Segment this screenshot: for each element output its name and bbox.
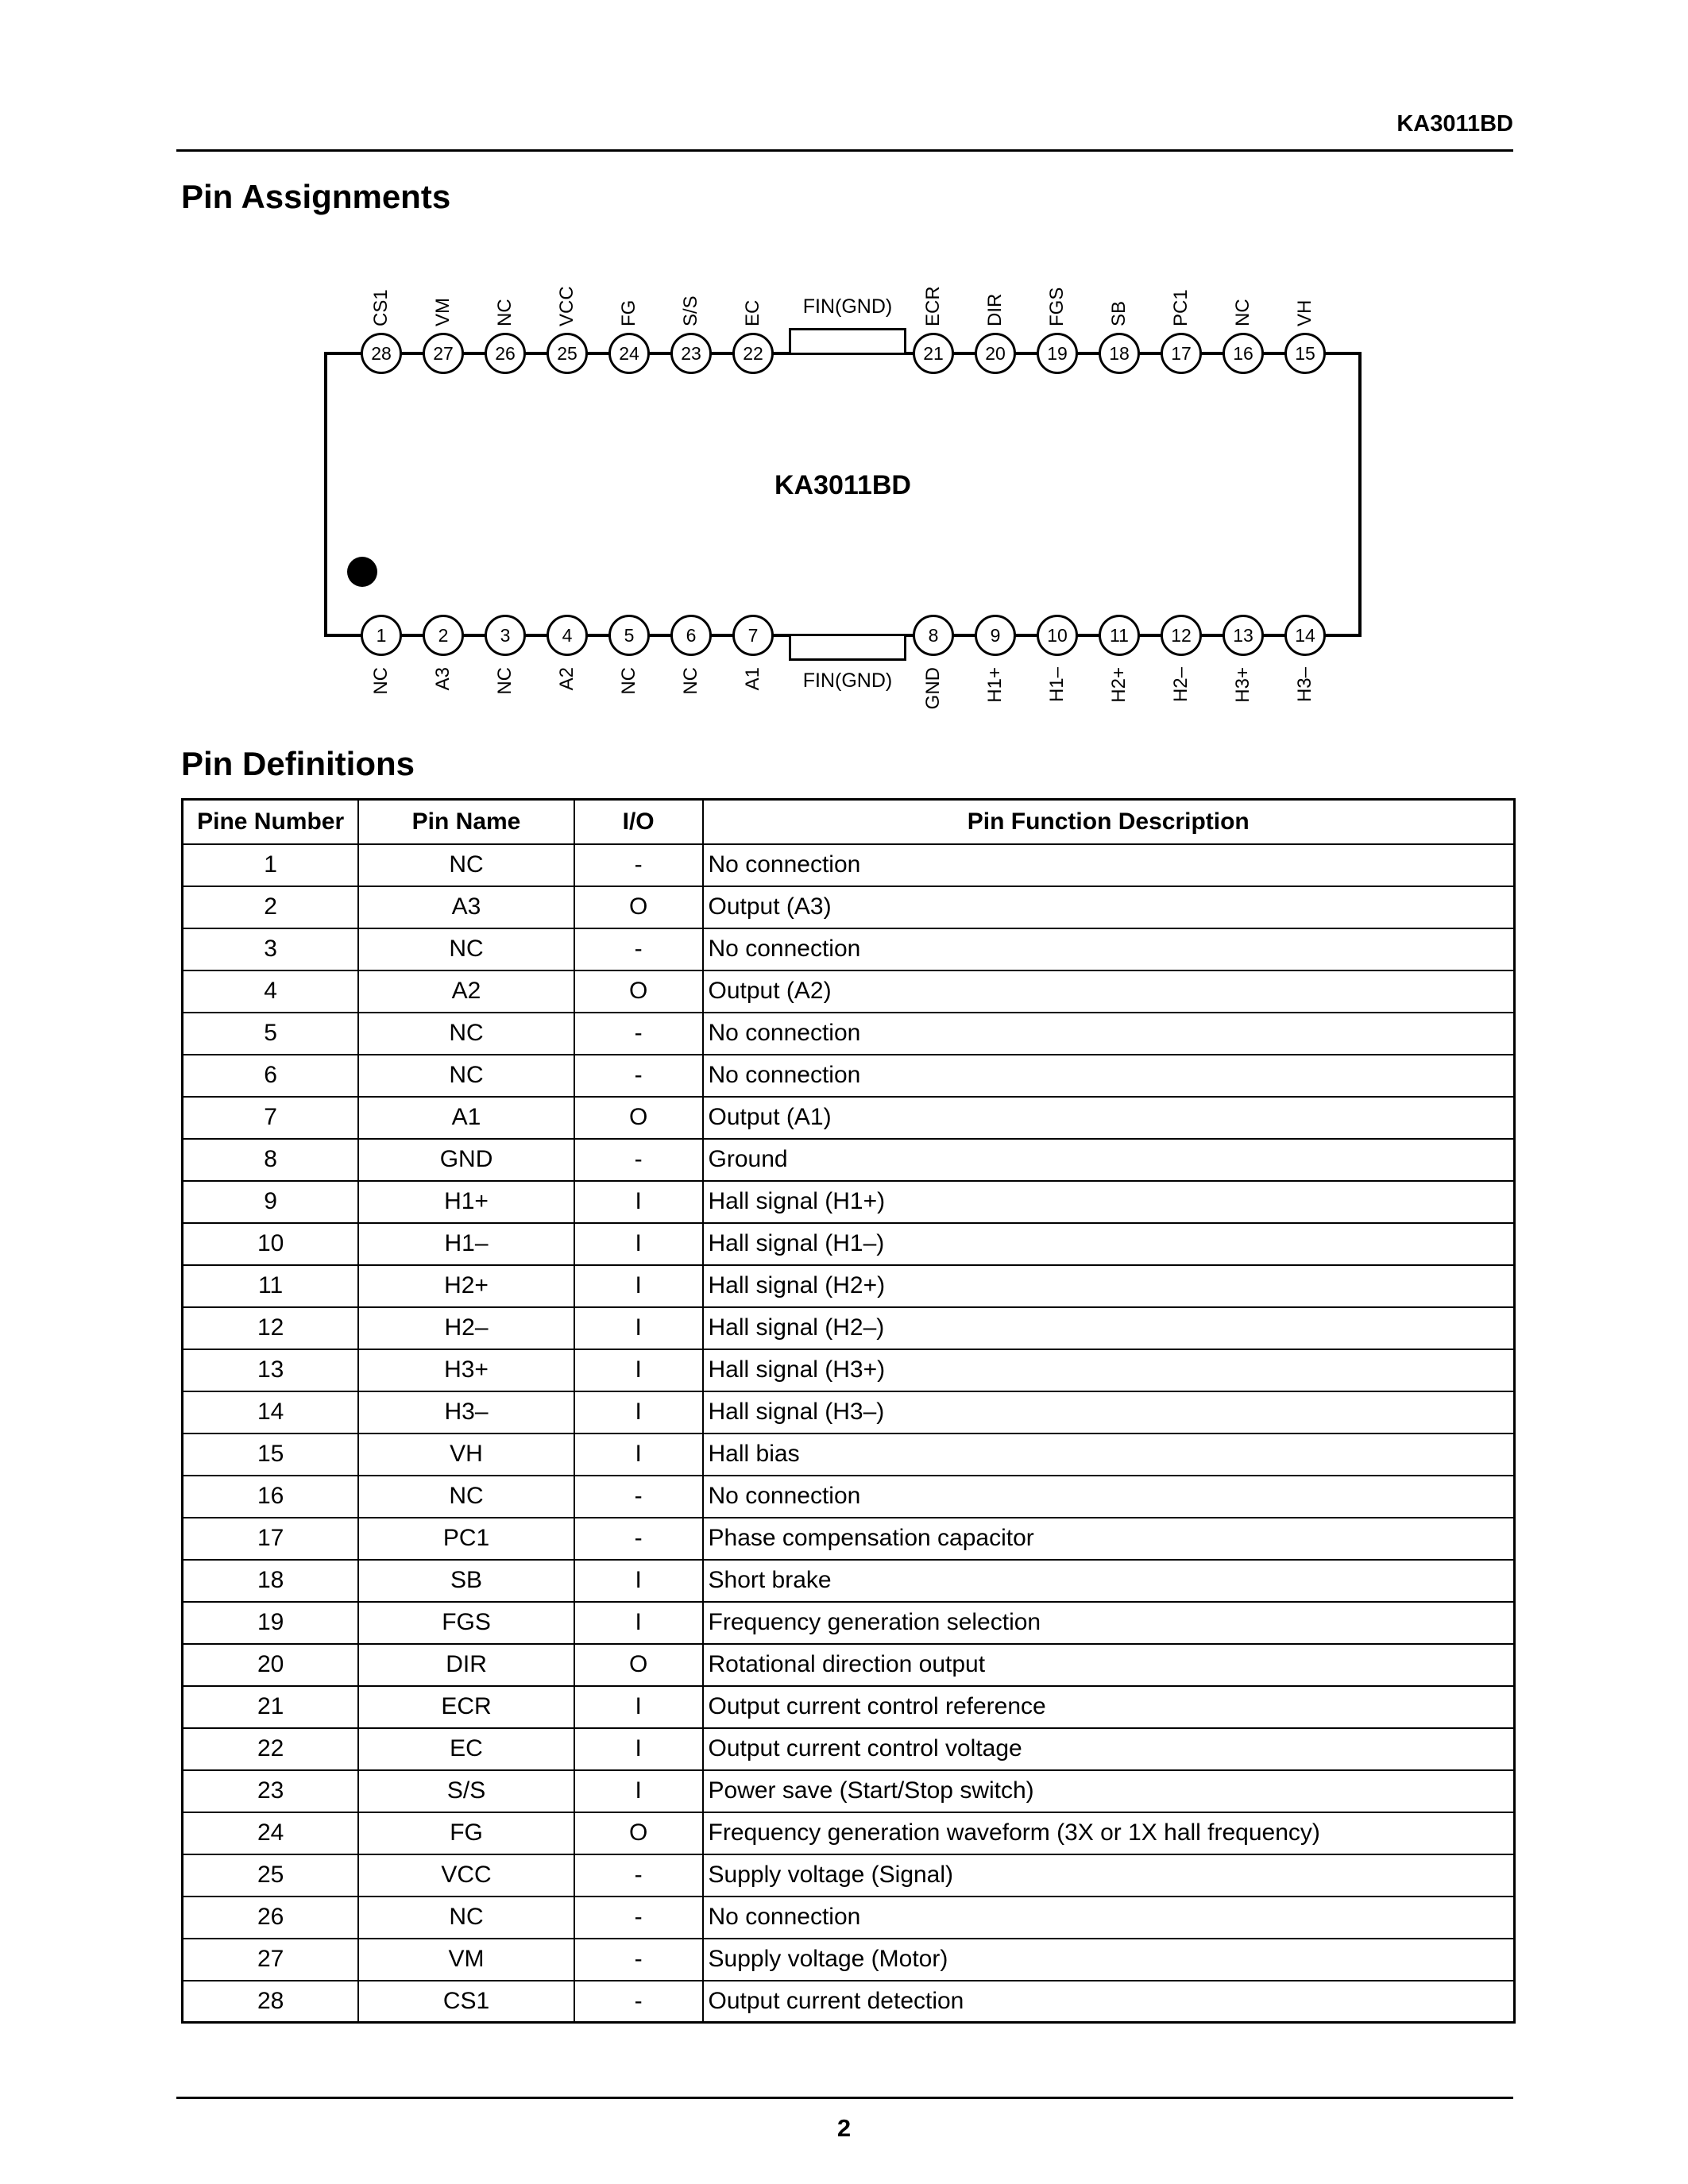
cell-io: - bbox=[574, 1139, 703, 1181]
pin-14: 14 bbox=[1284, 615, 1326, 656]
column-header-io: I/O bbox=[574, 800, 703, 844]
pin-26: 26 bbox=[485, 333, 526, 374]
column-header-description: Pin Function Description bbox=[703, 800, 1515, 844]
footer-rule bbox=[176, 2097, 1513, 2099]
cell-io: - bbox=[574, 1518, 703, 1560]
cell-description: Frequency generation selection bbox=[703, 1602, 1515, 1644]
cell-description: Hall signal (H2+) bbox=[703, 1265, 1515, 1307]
cell-io: I bbox=[574, 1686, 703, 1728]
pin-label-6: NC bbox=[680, 667, 701, 695]
pin-label-24: FG bbox=[618, 299, 639, 326]
pin-3: 3 bbox=[485, 615, 526, 656]
table-row bbox=[183, 928, 1515, 970]
cell-pin-name: NC bbox=[358, 1897, 574, 1939]
pin-15: 15 bbox=[1284, 333, 1326, 374]
cell-pin-number: 25 bbox=[183, 1854, 359, 1897]
pin-4: 4 bbox=[547, 615, 588, 656]
pin-label-5: NC bbox=[618, 667, 639, 695]
pin-6: 6 bbox=[670, 615, 712, 656]
cell-pin-name: DIR bbox=[358, 1644, 574, 1686]
cell-description: Ground bbox=[703, 1139, 1515, 1181]
pin-11: 11 bbox=[1099, 615, 1140, 656]
cell-pin-name: ECR bbox=[358, 1686, 574, 1728]
cell-io: I bbox=[574, 1728, 703, 1770]
pin-5: 5 bbox=[608, 615, 650, 656]
pin-23: 23 bbox=[670, 333, 712, 374]
cell-description: Output current detection bbox=[703, 1981, 1515, 2023]
pin-7: 7 bbox=[732, 615, 774, 656]
cell-io: I bbox=[574, 1307, 703, 1349]
cell-io: I bbox=[574, 1560, 703, 1602]
cell-io: - bbox=[574, 928, 703, 970]
cell-pin-name: H2– bbox=[358, 1307, 574, 1349]
cell-pin-number: 10 bbox=[183, 1223, 359, 1265]
cell-io: - bbox=[574, 1897, 703, 1939]
table-row bbox=[183, 1139, 1515, 1181]
cell-pin-name: VM bbox=[358, 1939, 574, 1981]
cell-io: I bbox=[574, 1265, 703, 1307]
pin-label-19: FGS bbox=[1046, 287, 1068, 326]
cell-description: Power save (Start/Stop switch) bbox=[703, 1770, 1515, 1812]
cell-pin-name: CS1 bbox=[358, 1981, 574, 2023]
pin-1: 1 bbox=[361, 615, 402, 656]
pin-19: 19 bbox=[1037, 333, 1078, 374]
cell-description: Output current control reference bbox=[703, 1686, 1515, 1728]
cell-pin-number: 4 bbox=[183, 970, 359, 1013]
cell-pin-number: 6 bbox=[183, 1055, 359, 1097]
pin-label-4: A2 bbox=[556, 667, 577, 691]
cell-description: No connection bbox=[703, 1897, 1515, 1939]
cell-pin-number: 15 bbox=[183, 1433, 359, 1476]
cell-pin-number: 11 bbox=[183, 1265, 359, 1307]
cell-io: O bbox=[574, 970, 703, 1013]
pin-label-11: H2+ bbox=[1108, 667, 1130, 703]
pin-17: 17 bbox=[1161, 333, 1202, 374]
pin-label-9: H1+ bbox=[984, 667, 1006, 703]
pin-20: 20 bbox=[975, 333, 1016, 374]
table-row bbox=[183, 1854, 1515, 1897]
pin-label-20: DIR bbox=[984, 293, 1006, 326]
cell-pin-name: EC bbox=[358, 1728, 574, 1770]
cell-pin-name: H3+ bbox=[358, 1349, 574, 1391]
table-row bbox=[183, 1897, 1515, 1939]
cell-pin-number: 2 bbox=[183, 886, 359, 928]
pin-label-12: H2– bbox=[1170, 667, 1192, 703]
cell-description: No connection bbox=[703, 844, 1515, 886]
cell-pin-name: A1 bbox=[358, 1097, 574, 1139]
cell-pin-number: 13 bbox=[183, 1349, 359, 1391]
pin-label-7: A1 bbox=[742, 667, 763, 691]
cell-pin-name: NC bbox=[358, 844, 574, 886]
section-title-pin-definitions: Pin Definitions bbox=[181, 745, 415, 782]
pin-label-2: A3 bbox=[432, 667, 454, 691]
cell-pin-number: 1 bbox=[183, 844, 359, 886]
cell-description: Hall signal (H1–) bbox=[703, 1223, 1515, 1265]
fin-gnd-label-bottom: FIN(GND) bbox=[802, 669, 893, 692]
cell-io: I bbox=[574, 1770, 703, 1812]
cell-io: - bbox=[574, 1981, 703, 2023]
cell-io: I bbox=[574, 1181, 703, 1223]
column-header-pin-name: Pin Name bbox=[358, 800, 574, 844]
cell-description: Rotational direction output bbox=[703, 1644, 1515, 1686]
cell-pin-number: 24 bbox=[183, 1812, 359, 1854]
table-row bbox=[183, 1013, 1515, 1055]
cell-pin-name: H2+ bbox=[358, 1265, 574, 1307]
pin-label-1: NC bbox=[370, 667, 392, 695]
cell-description: Output (A1) bbox=[703, 1097, 1515, 1139]
pin-label-16: NC bbox=[1232, 299, 1253, 326]
table-row bbox=[183, 1981, 1515, 2023]
pin-24: 24 bbox=[608, 333, 650, 374]
cell-io: I bbox=[574, 1391, 703, 1433]
pin-label-25: VCC bbox=[556, 286, 577, 326]
table-row bbox=[183, 1349, 1515, 1391]
table-row bbox=[183, 844, 1515, 886]
cell-pin-number: 9 bbox=[183, 1181, 359, 1223]
cell-pin-name: H1+ bbox=[358, 1181, 574, 1223]
cell-description: Output (A2) bbox=[703, 970, 1515, 1013]
pin-8: 8 bbox=[913, 615, 954, 656]
cell-description: Phase compensation capacitor bbox=[703, 1518, 1515, 1560]
cell-description: Output current control voltage bbox=[703, 1728, 1515, 1770]
cell-io: - bbox=[574, 844, 703, 886]
cell-io: I bbox=[574, 1602, 703, 1644]
pin1-indicator-dot bbox=[347, 557, 377, 587]
cell-pin-number: 7 bbox=[183, 1097, 359, 1139]
table-row bbox=[183, 1602, 1515, 1644]
pin-21: 21 bbox=[913, 333, 954, 374]
cell-pin-name: VCC bbox=[358, 1854, 574, 1897]
fin-gnd-label-top: FIN(GND) bbox=[802, 295, 893, 318]
cell-pin-name: NC bbox=[358, 1055, 574, 1097]
cell-pin-name: NC bbox=[358, 928, 574, 970]
pin-assignment-diagram bbox=[0, 0, 1688, 747]
cell-description: Hall signal (H1+) bbox=[703, 1181, 1515, 1223]
table-row bbox=[183, 1686, 1515, 1728]
cell-description: Supply voltage (Motor) bbox=[703, 1939, 1515, 1981]
cell-io: - bbox=[574, 1055, 703, 1097]
pin-label-8: GND bbox=[922, 667, 944, 710]
document-id: KA3011BD bbox=[1396, 111, 1513, 137]
table-row bbox=[183, 1391, 1515, 1433]
table-row bbox=[183, 1097, 1515, 1139]
page-number: 2 bbox=[836, 2114, 852, 2142]
table-row bbox=[183, 1812, 1515, 1854]
cell-io: O bbox=[574, 1097, 703, 1139]
pin-label-13: H3+ bbox=[1232, 667, 1253, 703]
pin-9: 9 bbox=[975, 615, 1016, 656]
cell-description: Frequency generation waveform (3X or 1X hall frequency) bbox=[703, 1812, 1515, 1854]
pin-label-28: CS1 bbox=[370, 289, 392, 326]
pin-25: 25 bbox=[547, 333, 588, 374]
cell-pin-number: 22 bbox=[183, 1728, 359, 1770]
table-header-row bbox=[183, 800, 1515, 844]
table-row bbox=[183, 1476, 1515, 1518]
cell-pin-number: 19 bbox=[183, 1602, 359, 1644]
cell-pin-name: A3 bbox=[358, 886, 574, 928]
pin-2: 2 bbox=[423, 615, 464, 656]
table-row bbox=[183, 1055, 1515, 1097]
cell-pin-number: 3 bbox=[183, 928, 359, 970]
cell-description: Hall signal (H2–) bbox=[703, 1307, 1515, 1349]
pin-label-10: H1– bbox=[1046, 667, 1068, 703]
pin-27: 27 bbox=[423, 333, 464, 374]
table-row bbox=[183, 1518, 1515, 1560]
pin-13: 13 bbox=[1223, 615, 1264, 656]
pin-label-14: H3– bbox=[1294, 667, 1315, 703]
cell-io: O bbox=[574, 886, 703, 928]
table-row bbox=[183, 1560, 1515, 1602]
cell-io: O bbox=[574, 1644, 703, 1686]
cell-pin-name: PC1 bbox=[358, 1518, 574, 1560]
cell-pin-number: 14 bbox=[183, 1391, 359, 1433]
cell-description: Supply voltage (Signal) bbox=[703, 1854, 1515, 1897]
cell-description: No connection bbox=[703, 1013, 1515, 1055]
pin-label-27: VM bbox=[432, 298, 454, 326]
table-row bbox=[183, 1181, 1515, 1223]
cell-pin-name: A2 bbox=[358, 970, 574, 1013]
cell-pin-number: 12 bbox=[183, 1307, 359, 1349]
cell-description: No connection bbox=[703, 1055, 1515, 1097]
cell-pin-name: FGS bbox=[358, 1602, 574, 1644]
cell-io: - bbox=[574, 1854, 703, 1897]
cell-pin-name: NC bbox=[358, 1476, 574, 1518]
cell-io: I bbox=[574, 1223, 703, 1265]
cell-description: No connection bbox=[703, 928, 1515, 970]
table-row bbox=[183, 1770, 1515, 1812]
cell-description: Output (A3) bbox=[703, 886, 1515, 928]
fin-gnd-tab-bottom bbox=[789, 634, 906, 661]
column-header-pin-number: Pine Number bbox=[183, 800, 359, 844]
pin-label-15: VH bbox=[1294, 299, 1315, 326]
table-row bbox=[183, 886, 1515, 928]
pin-label-21: ECR bbox=[922, 286, 944, 326]
table-row bbox=[183, 1728, 1515, 1770]
table-row bbox=[183, 970, 1515, 1013]
cell-pin-number: 8 bbox=[183, 1139, 359, 1181]
pin-label-23: S/S bbox=[680, 295, 701, 326]
cell-pin-name: FG bbox=[358, 1812, 574, 1854]
cell-io: - bbox=[574, 1476, 703, 1518]
cell-pin-number: 16 bbox=[183, 1476, 359, 1518]
cell-pin-number: 20 bbox=[183, 1644, 359, 1686]
pin-label-26: NC bbox=[494, 299, 516, 326]
cell-io: - bbox=[574, 1939, 703, 1981]
cell-io: I bbox=[574, 1349, 703, 1391]
cell-pin-name: VH bbox=[358, 1433, 574, 1476]
table-row bbox=[183, 1265, 1515, 1307]
pin-28: 28 bbox=[361, 333, 402, 374]
cell-pin-name: SB bbox=[358, 1560, 574, 1602]
cell-io: I bbox=[574, 1433, 703, 1476]
section-title-pin-assignments: Pin Assignments bbox=[181, 178, 451, 215]
cell-pin-number: 17 bbox=[183, 1518, 359, 1560]
pin-10: 10 bbox=[1037, 615, 1078, 656]
fin-gnd-tab-top bbox=[789, 328, 906, 355]
table-row bbox=[183, 1939, 1515, 1981]
cell-pin-number: 26 bbox=[183, 1897, 359, 1939]
pin-definitions-table bbox=[181, 798, 1516, 2024]
pin-18: 18 bbox=[1099, 333, 1140, 374]
cell-description: Hall signal (H3+) bbox=[703, 1349, 1515, 1391]
cell-description: Short brake bbox=[703, 1560, 1515, 1602]
cell-io: O bbox=[574, 1812, 703, 1854]
pin-label-18: SB bbox=[1108, 300, 1130, 326]
cell-pin-number: 23 bbox=[183, 1770, 359, 1812]
table-row bbox=[183, 1433, 1515, 1476]
pin-label-17: PC1 bbox=[1170, 289, 1192, 326]
cell-description: No connection bbox=[703, 1476, 1515, 1518]
cell-pin-name: GND bbox=[358, 1139, 574, 1181]
cell-io: - bbox=[574, 1013, 703, 1055]
pin-label-3: NC bbox=[494, 667, 516, 695]
cell-description: Hall bias bbox=[703, 1433, 1515, 1476]
chip-part-number: KA3011BD bbox=[774, 470, 911, 500]
cell-pin-name: S/S bbox=[358, 1770, 574, 1812]
cell-pin-number: 21 bbox=[183, 1686, 359, 1728]
cell-pin-name: H3– bbox=[358, 1391, 574, 1433]
table-row bbox=[183, 1223, 1515, 1265]
cell-pin-number: 5 bbox=[183, 1013, 359, 1055]
pin-12: 12 bbox=[1161, 615, 1202, 656]
cell-pin-number: 18 bbox=[183, 1560, 359, 1602]
cell-description: Hall signal (H3–) bbox=[703, 1391, 1515, 1433]
table-row bbox=[183, 1644, 1515, 1686]
pin-16: 16 bbox=[1223, 333, 1264, 374]
cell-pin-number: 27 bbox=[183, 1939, 359, 1981]
table-row bbox=[183, 1307, 1515, 1349]
pin-22: 22 bbox=[732, 333, 774, 374]
cell-pin-name: NC bbox=[358, 1013, 574, 1055]
cell-pin-number: 28 bbox=[183, 1981, 359, 2023]
cell-pin-name: H1– bbox=[358, 1223, 574, 1265]
pin-label-22: EC bbox=[742, 299, 763, 326]
